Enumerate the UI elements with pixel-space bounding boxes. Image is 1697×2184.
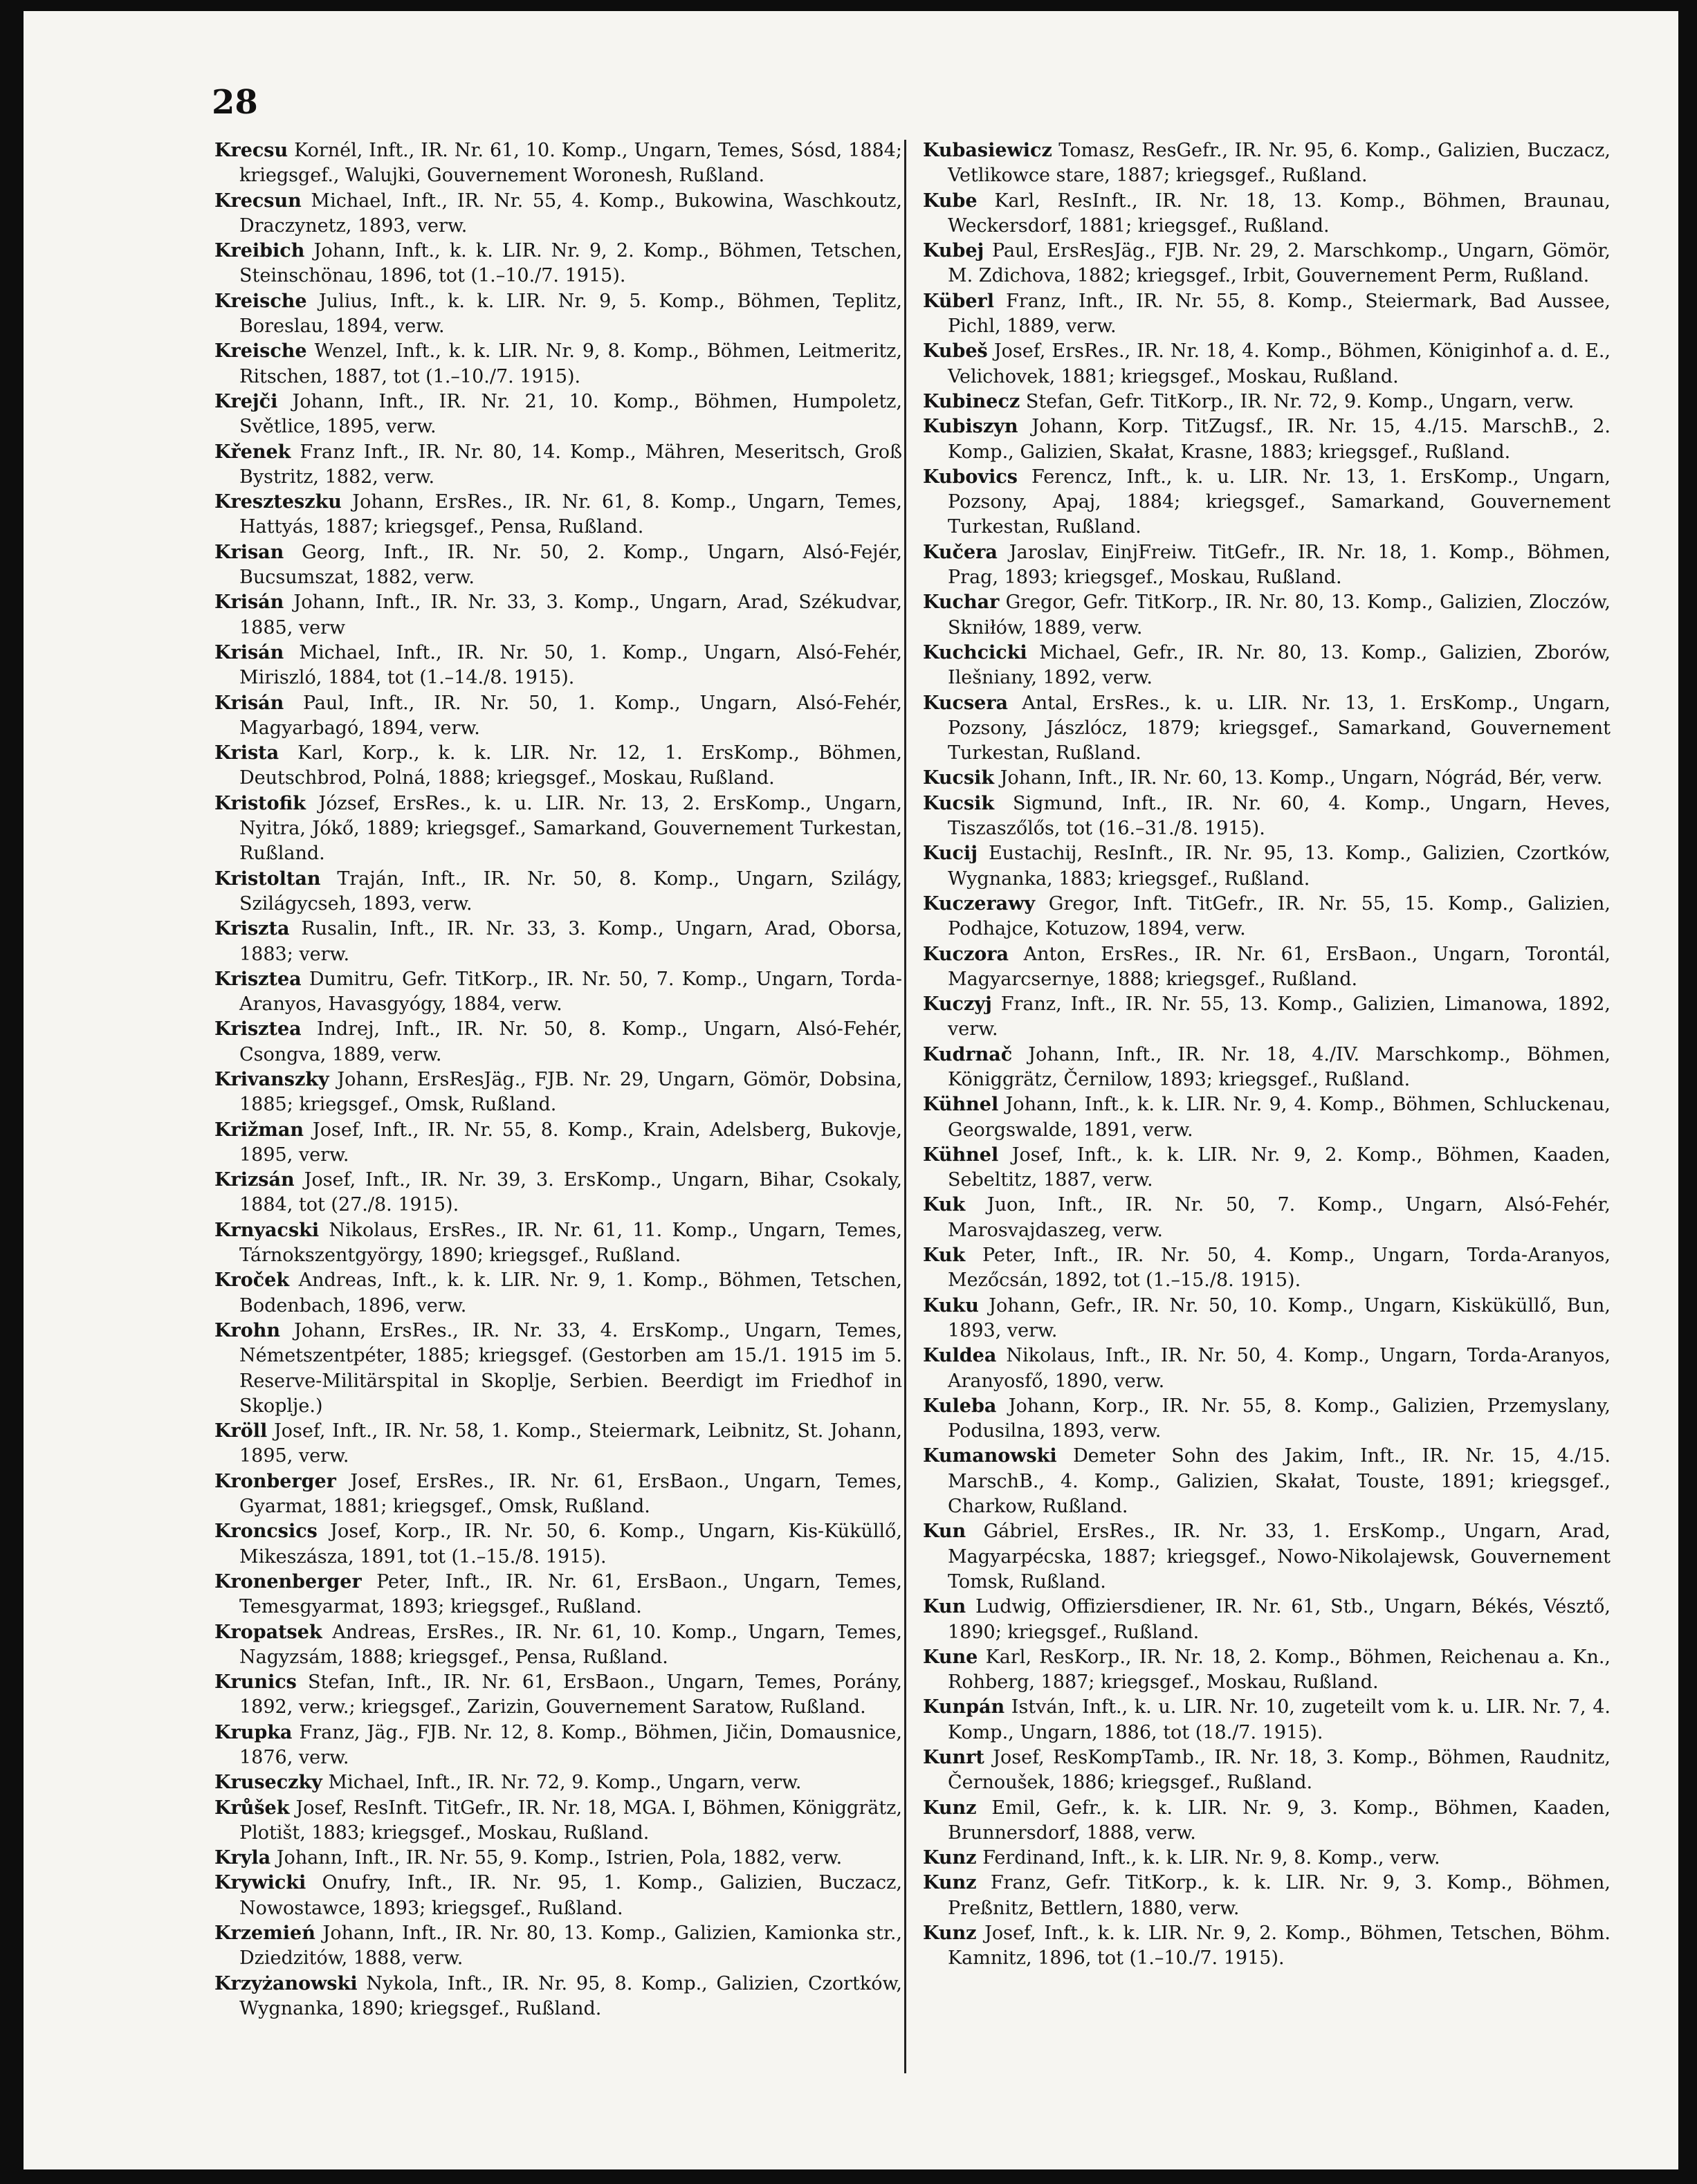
entry-details: Julius, Inft., k. k. LIR. Nr. 9, 5. Komp., Böhmen, Teplitz, Boreslau, 1894, verw. [239,290,902,338]
entry-details: Peter, Inft., IR. Nr. 61, ErsBaon., Ungarn, Temes, Temesgyarmat, 1893; kriegsgef., Rußland. [239,1570,902,1618]
entry-details: Karl, ResKorp., IR. Nr. 18, 2. Komp., Böhmen, Reichenau a. Kn., Rohberg, 1887; kriegsgef., Moskau, Rußland. [948,1646,1611,1694]
entry-details: Josef, Inft., IR. Nr. 55, 8. Komp., Krain, Adelsberg, Bukovje, 1895, verw. [239,1119,902,1166]
entry-surname: Krůšek [214,1797,290,1819]
entry-surname: Krnyacski [214,1219,320,1241]
entry-details: Michael, Inft., IR. Nr. 55, 4. Komp., Bukowina, Waschkoutz, Draczynetz, 1893, verw. [239,190,902,237]
entry-details: Karl, Korp., k. k. LIR. Nr. 12, 1. ErsKomp., Böhmen, Deutschbrod, Polná, 1888; kriegsgef., Moskau, Rußland. [239,742,902,789]
entry-surname: Kudrnač [923,1043,1013,1065]
entry-details: Tomasz, ResGefr., IR. Nr. 95, 6. Komp., Galizien, Buczacz, Vetlikowce stare, 1887; kriegsgef., Rußland. [948,140,1611,187]
entry-details: Johann, ErsResJäg., FJB. Nr. 29, Ungarn, Gömör, Dobsina, 1885; kriegsgef., Omsk, Rußland. [239,1068,902,1116]
entry-surname: Krisztea [214,968,302,990]
list-entry [923,1695,1611,1745]
entry-surname: Kunz [923,1872,977,1894]
list-entry [214,1972,902,2022]
list-entry [214,791,902,867]
list-entry [214,867,902,917]
entry-surname: Kuczerawy [923,892,1036,915]
page-number: 28 [212,83,258,122]
list-entry [923,389,1611,414]
entry-surname: Kreibich [214,240,305,262]
entry-details: Peter, Inft., IR. Nr. 50, 4. Komp., Ungarn, Torda-Aranyos, Mezőcsán, 1892, tot (1.–15./8. 1915). [948,1245,1611,1292]
list-entry [214,239,902,289]
list-entry [214,1469,902,1520]
list-entry [923,1846,1611,1871]
list-entry [214,1871,902,1921]
entry-details: Johann, ErsRes., IR. Nr. 61, 8. Komp., Ungarn, Temes, Hattyás, 1887; kriegsgef., Pensa, Rußland. [239,491,902,538]
list-entry [923,766,1611,791]
entry-details: Traján, Inft., IR. Nr. 50, 8. Komp., Ungarn, Szilágy, Szilágycseh, 1893, verw. [239,868,902,915]
list-entry [214,1168,902,1218]
entry-surname: Kubinecz [923,390,1020,412]
entry-details: Karl, ResInft., IR. Nr. 18, 13. Komp., Böhmen, Braunau, Weckersdorf, 1881; kriegsgef., Rußland. [948,190,1611,237]
list-entry [923,414,1611,465]
list-entry [923,1092,1611,1143]
entry-details: Indrej, Inft., IR. Nr. 50, 8. Komp., Ungarn, Alsó-Fehér, Csongva, 1889, verw. [239,1018,902,1065]
entry-surname: Krzemień [214,1923,315,1945]
entry-details: Franz, Jäg., FJB. Nr. 12, 8. Komp., Böhmen, Jičin, Domausnice, 1876, verw. [239,1721,902,1768]
entry-details: Johann, Inft., IR. Nr. 21, 10. Komp., Böhmen, Humpoletz, Světlice, 1895, verw. [239,390,902,438]
entry-details: Josef, ResKompTamb., IR. Nr. 18, 3. Komp., Böhmen, Raudnitz, Černoušek, 1886; kriegsgef., Rußland. [948,1747,1611,1794]
entry-surname: Krista [214,742,279,764]
entry-details: Johann, Inft., IR. Nr. 55, 9. Komp., Istrien, Pola, 1882, verw. [276,1847,843,1869]
entry-details: Juon, Inft., IR. Nr. 50, 7. Komp., Ungarn, Alsó-Fehér, Marosvajdaszeg, verw. [948,1194,1611,1241]
entry-surname: Kronberger [214,1470,336,1492]
list-entry [923,892,1611,942]
list-entry [923,1645,1611,1696]
list-entry [214,1419,902,1469]
entry-surname: Krisán [214,591,284,614]
list-entry [923,239,1611,289]
entry-surname: Kucsik [923,767,995,789]
left-column [214,138,902,2021]
entry-details: Nikolaus, Inft., IR. Nr. 50, 4. Komp., Ungarn, Torda-Aranyos, Aranyosfő, 1890, verw. [948,1345,1611,1392]
list-entry [214,289,902,340]
entry-details: Josef, Korp., IR. Nr. 50, 6. Komp., Ungarn, Kis-Küküllő, Mikeszásza, 1891, tot (1.–15./8. 1915). [239,1521,902,1568]
entry-details: Nykola, Inft., IR. Nr. 95, 8. Komp., Galizien, Czortków, Wygnanka, 1890; kriegsgef., Rußland. [239,1972,902,2019]
entry-details: Gregor, Inft. TitGefr., IR. Nr. 55, 15. Komp., Galizien, Podhajce, Kotuzow, 1894, verw. [948,892,1611,940]
list-entry [923,189,1611,239]
list-entry [923,1595,1611,1645]
entry-surname: Křenek [214,441,291,463]
list-entry [923,1519,1611,1595]
entry-surname: Kune [923,1646,978,1668]
list-entry [214,1519,902,1570]
entry-details: Paul, ErsResJäg., FJB. Nr. 29, 2. Marschkomp., Ungarn, Gömör, M. Zdichova, 1882; kriegsgef., Irbit, Gouvernement Perm, Rußland. [948,240,1611,287]
list-entry [923,1343,1611,1394]
list-entry [923,841,1611,892]
list-entry [923,465,1611,540]
entry-surname: Krivanszky [214,1068,329,1090]
list-entry [214,1846,902,1871]
entry-surname: Kryla [214,1847,271,1869]
entry-surname: Kropatsek [214,1621,322,1643]
entry-surname: Kunz [923,1847,977,1869]
entry-details: Johann, Inft., k. k. LIR. Nr. 9, 2. Komp., Böhmen, Tetschen, Steinschönau, 1896, tot (1.–10./7. 1915). [239,240,902,287]
list-entry [923,1394,1611,1444]
entry-surname: Krunics [214,1671,297,1694]
list-entry [214,540,902,591]
entry-surname: Kriszta [214,918,290,940]
list-entry [923,942,1611,993]
entry-surname: Kunz [923,1797,977,1819]
entry-surname: Kube [923,190,978,212]
entry-surname: Kronenberger [214,1570,362,1593]
entry-surname: Kuk [923,1194,966,1216]
list-entry [923,1796,1611,1846]
list-entry [214,691,902,742]
entry-details: Johann, Korp., IR. Nr. 55, 8. Komp., Galizien, Przemyslany, Podusilna, 1893, verw. [948,1395,1611,1442]
list-entry [214,917,902,967]
entry-details: Franz, Inft., IR. Nr. 55, 13. Komp., Galizien, Limanowa, 1892, verw. [948,993,1611,1040]
entry-details: Johann, Inft., k. k. LIR. Nr. 9, 4. Komp., Böhmen, Schluckenau, Georgswalde, 1891, verw. [948,1094,1611,1141]
entry-details: Rusalin, Inft., IR. Nr. 33, 3. Komp., Ungarn, Arad, Oborsa, 1883; verw. [239,918,902,965]
column-divider [904,140,906,2073]
list-entry [214,339,902,389]
entry-surname: Križman [214,1119,304,1141]
list-entry [214,741,902,791]
list-entry [923,1294,1611,1344]
entry-surname: Kunpán [923,1696,1005,1718]
entry-details: Eustachij, ResInft., IR. Nr. 95, 13. Komp., Galizien, Czortków, Wygnanka, 1883; kriegsgef., Rußland. [948,843,1611,890]
entry-details: Andreas, Inft., k. k. LIR. Nr. 9, 1. Komp., Böhmen, Tetschen, Bodenbach, 1896, verw. [239,1269,902,1316]
entry-details: Ferdinand, Inft., k. k. LIR. Nr. 9, 8. Komp., verw. [982,1847,1440,1869]
list-entry [923,590,1611,641]
entry-details: Kornél, Inft., IR. Nr. 61, 10. Komp., Ungarn, Temes, Sósd, 1884; kriegsgef., Walujki, Gouvernement Woronesh, Rußland. [239,140,902,187]
entry-surname: Krisán [214,692,284,714]
list-entry [214,189,902,239]
entry-details: József, ErsRes., k. u. LIR. Nr. 13, 2. ErsKomp., Ungarn, Nyitra, Jókő, 1889; kriegsgef., Samarkand, Gouvernement Turkestan, Rußland. [239,792,902,865]
document-page [24,11,1678,2169]
list-entry [214,1319,902,1419]
entry-surname: Kučera [923,541,998,563]
entry-details: Franz Inft., IR. Nr. 80, 14. Komp., Mähren, Meseritsch, Groß Bystritz, 1882, verw. [239,441,902,488]
entry-details: Gregor, Gefr. TitKorp., IR. Nr. 80, 13. Komp., Galizien, Zloczów, Skniłów, 1889, verw. [948,591,1611,639]
entry-surname: Küberl [923,290,995,312]
list-entry [923,339,1611,389]
list-entry [923,1444,1611,1519]
entry-details: Jaroslav, EinjFreiw. TitGefr., IR. Nr. 18, 1. Komp., Böhmen, Prag, 1893; kriegsgef., Moskau, Rußland. [948,541,1611,589]
list-entry [214,1796,902,1846]
entry-surname: Kristofik [214,792,306,814]
entry-details: Johann, Inft., IR. Nr. 80, 13. Komp., Galizien, Kamionka str., Dziedzitów, 1888, verw. [239,1923,902,1970]
entry-surname: Kun [923,1521,966,1543]
list-entry [214,389,902,440]
entry-details: Dumitru, Gefr. TitKorp., IR. Nr. 50, 7. Komp., Ungarn, Torda-Aranyos, Havasgyógy, 1884, verw. [239,968,902,1016]
entry-surname: Krecsu [214,140,288,161]
list-entry [923,1921,1611,1972]
entry-surname: Kühnel [923,1094,999,1116]
entry-surname: Kuk [923,1245,966,1267]
entry-surname: Krisán [214,641,284,663]
entry-details: Johann, Gefr., IR. Nr. 50, 10. Komp., Ungarn, Kisküküllő, Bun, 1893, verw. [948,1294,1611,1341]
entry-details: Johann, ErsRes., IR. Nr. 33, 4. ErsKomp., Ungarn, Temes, Németszentpéter, 1885; kriegsgef. (Gestorben am 15./1. 1915 im 5. Reserve-Militärspital in Skoplje, Serbien. Beerdigt im Friedhof in Skoplje.) [239,1319,902,1417]
entry-surname: Kucsik [923,792,995,814]
entry-surname: Kuleba [923,1395,997,1417]
entry-details: Paul, Inft., IR. Nr. 50, 1. Komp., Ungarn, Alsó-Fehér, Magyarbagó, 1894, verw. [239,692,902,739]
entry-details: Emil, Gefr., k. k. LIR. Nr. 9, 3. Komp., Böhmen, Kaaden, Brunnersdorf, 1888, verw. [948,1797,1611,1844]
entry-surname: Kubasiewicz [923,140,1052,161]
list-entry [214,138,902,189]
entry-surname: Kröll [214,1420,268,1442]
entry-details: Josef, Inft., k. k. LIR. Nr. 9, 2. Komp., Böhmen, Kaaden, Sebeltitz, 1887, verw. [948,1144,1611,1191]
list-entry [923,289,1611,340]
entry-surname: Kubeš [923,340,988,363]
entry-details: Josef, ErsRes., IR. Nr. 18, 4. Komp., Böhmen, Königinhof a. d. E., Velichovek, 1881; kriegsgef., Moskau, Rußland. [948,340,1611,387]
entry-surname: Kruseczky [214,1772,322,1794]
entry-surname: Kuczora [923,943,1009,965]
entry-surname: Kuku [923,1294,979,1316]
list-entry [923,1043,1611,1093]
entry-surname: Kristoltan [214,868,321,890]
entry-surname: Krizsán [214,1169,295,1191]
list-entry [923,691,1611,767]
entry-surname: Kuchcicki [923,641,1027,663]
entry-surname: Kun [923,1596,966,1618]
entry-surname: Kreische [214,290,307,312]
entry-details: Josef, ResInft. TitGefr., IR. Nr. 18, MGA. I, Böhmen, Königgrätz, Plotišt, 1883; kriegsgef., Moskau, Rußland. [239,1797,902,1844]
entry-details: Wenzel, Inft., k. k. LIR. Nr. 9, 8. Komp., Böhmen, Leitmeritz, Ritschen, 1887, tot (1.–10./7. 1915). [239,340,902,387]
entry-surname: Kumanowski [923,1445,1057,1467]
entry-details: Sigmund, Inft., IR. Nr. 60, 4. Komp., Ungarn, Heves, Tiszaszőlős, tot (16.–31./8. 1915). [948,792,1611,840]
entry-details: Josef, Inft., IR. Nr. 58, 1. Komp., Steiermark, Leibnitz, St. Johann, 1895, verw. [239,1420,902,1467]
entry-details: Michael, Inft., IR. Nr. 50, 1. Komp., Ungarn, Alsó-Fehér, Miriszló, 1884, tot (1.–14./8. 1915). [239,641,902,689]
list-entry [214,440,902,490]
entry-surname: Kühnel [923,1144,999,1166]
list-entry [214,641,902,691]
entry-details: Johann, Inft., IR. Nr. 33, 3. Komp., Ungarn, Arad, Székudvar, 1885, verw [239,591,902,639]
entry-surname: Krohn [214,1319,280,1341]
entry-details: Gábriel, ErsRes., IR. Nr. 33, 1. ErsKomp., Ungarn, Arad, Magyarpécska, 1887; kriegsgef., Nowo-Nikolajewsk, Gouvernement Tomsk, Rußland. [948,1521,1611,1593]
list-entry [923,1143,1611,1193]
entry-surname: Kreszteszku [214,491,342,513]
list-entry [214,967,902,1018]
entry-surname: Kubej [923,240,984,262]
list-entry [214,1067,902,1118]
list-entry [214,1770,902,1795]
entry-surname: Kunz [923,1923,977,1945]
entry-details: Josef, Inft., k. k. LIR. Nr. 9, 2. Komp., Böhmen, Tetschen, Böhm. Kamnitz, 1896, tot (1.–10./7. 1915). [948,1923,1611,1970]
list-entry [214,1620,902,1671]
list-entry [923,992,1611,1043]
entry-details: Ferencz, Inft., k. u. LIR. Nr. 13, 1. ErsKomp., Ungarn, Pozsony, Apaj, 1884; kriegsgef., Samarkand, Gouvernement Turkestan, Rußland. [948,466,1611,538]
list-entry [214,1218,902,1269]
entry-details: Michael, Inft., IR. Nr. 72, 9. Komp., Ungarn, verw. [328,1772,802,1794]
entry-details: Anton, ErsRes., IR. Nr. 61, ErsBaon., Ungarn, Torontál, Magyarcsernye, 1888; kriegsgef., Rußland. [948,943,1611,990]
list-entry [214,1921,902,1972]
list-entry [923,540,1611,591]
entry-details: Franz, Inft., IR. Nr. 55, 8. Komp., Steiermark, Bad Aussee, Pichl, 1889, verw. [948,290,1611,338]
entry-surname: Krisan [214,541,284,563]
list-entry [923,138,1611,189]
list-entry [923,1193,1611,1243]
list-entry [214,590,902,641]
entry-details: Stefan, Gefr. TitKorp., IR. Nr. 72, 9. Komp., Ungarn, verw. [1025,390,1575,412]
entry-surname: Krzyżanowski [214,1972,358,1994]
entry-surname: Kroncsics [214,1521,318,1543]
entry-surname: Krejči [214,390,278,412]
entry-details: Johann, Korp. TitZugsf., IR. Nr. 15, 4./15. MarschB., 2. Komp., Galizien, Skałat, Krasne, 1883; kriegsgef., Rußland. [948,416,1611,463]
entry-details: Franz, Gefr. TitKorp., k. k. LIR. Nr. 9, 3. Komp., Böhmen, Preßnitz, Bettlern, 1880, verw. [948,1872,1611,1919]
entry-surname: Krupka [214,1721,293,1743]
entry-surname: Kucsera [923,692,1009,714]
list-entry [923,1745,1611,1796]
entry-details: Andreas, ErsRes., IR. Nr. 61, 10. Komp., Ungarn, Temes, Nagyzsám, 1888; kriegsgef., Pensa, Rußland. [239,1621,902,1668]
list-entry [214,1570,902,1620]
entry-details: Nikolaus, ErsRes., IR. Nr. 61, 11. Komp., Ungarn, Temes, Tárnokszentgyörgy, 1890; kriegsgef., Rußland. [239,1219,902,1267]
list-entry [214,490,902,540]
entry-surname: Kuchar [923,591,1000,614]
entry-surname: Kuldea [923,1345,997,1367]
entry-surname: Krisztea [214,1018,302,1040]
entry-details: Stefan, Inft., IR. Nr. 61, ErsBaon., Ungarn, Temes, Porány, 1892, verw.; kriegsgef., Zarizin, Gouvernement Saratow, Rußland. [239,1671,902,1718]
entry-surname: Kreische [214,340,307,363]
entry-details: Antal, ErsRes., k. u. LIR. Nr. 13, 1. ErsKomp., Ungarn, Pozsony, Jászlócz, 1879; kriegsgef., Samarkand, Gouvernement Turkestan, Rußland. [948,692,1611,764]
entry-surname: Krecsun [214,190,302,212]
list-entry [214,1017,902,1067]
entry-details: Josef, ErsRes., IR. Nr. 61, ErsBaon., Ungarn, Temes, Gyarmat, 1881; kriegsgef., Omsk, Rußland. [239,1470,902,1518]
entry-details: Ludwig, Offiziersdiener, IR. Nr. 61, Stb., Ungarn, Békés, Vésztő, 1890; kriegsgef., Rußland. [948,1596,1611,1643]
entry-details: Onufry, Inft., IR. Nr. 95, 1. Komp., Galizien, Buczacz, Nowostawce, 1893; kriegsgef., Rußland. [239,1872,902,1919]
list-entry [923,791,1611,842]
entry-details: Demeter Sohn des Jakim, Inft., IR. Nr. 15, 4./15. MarschB., 4. Komp., Galizien, Skałat, Touste, 1891; kriegsgef., Charkow, Rußland. [948,1445,1611,1518]
list-entry [923,641,1611,691]
entry-surname: Kubovics [923,466,1018,488]
entry-surname: Kroček [214,1269,290,1292]
entry-details: Michael, Gefr., IR. Nr. 80, 13. Komp., Galizien, Zborów, Ilešniany, 1892, verw. [948,641,1611,689]
entry-surname: Kunrt [923,1747,984,1768]
entry-details: Johann, Inft., IR. Nr. 18, 4./IV. Marschkomp., Böhmen, Königgrätz, Černilow, 1893; kriegsgef., Rußland. [948,1043,1611,1090]
entry-details: Georg, Inft., IR. Nr. 50, 2. Komp., Ungarn, Alsó-Fejér, Bucsumszat, 1882, verw. [239,541,902,589]
entry-surname: Krywicki [214,1872,306,1894]
entry-details: István, Inft., k. u. LIR. Nr. 10, zugeteilt vom k. u. LIR. Nr. 7, 4. Komp., Ungarn, 1886, tot (18./7. 1915). [948,1696,1611,1743]
entry-surname: Kucij [923,843,978,865]
list-entry [214,1720,902,1771]
list-entry [214,1268,902,1319]
right-column [923,138,1611,1972]
list-entry [923,1243,1611,1294]
entry-details: Johann, Inft., IR. Nr. 60, 13. Komp., Ungarn, Nógrád, Bér, verw. [1000,767,1603,789]
list-entry [923,1871,1611,1921]
list-entry [214,1670,902,1720]
entry-surname: Kubiszyn [923,416,1018,438]
entry-surname: Kuczyj [923,993,992,1016]
list-entry [214,1118,902,1168]
entry-details: Josef, Inft., IR. Nr. 39, 3. ErsKomp., Ungarn, Bihar, Csokaly, 1884, tot (27./8. 1915). [239,1169,902,1216]
